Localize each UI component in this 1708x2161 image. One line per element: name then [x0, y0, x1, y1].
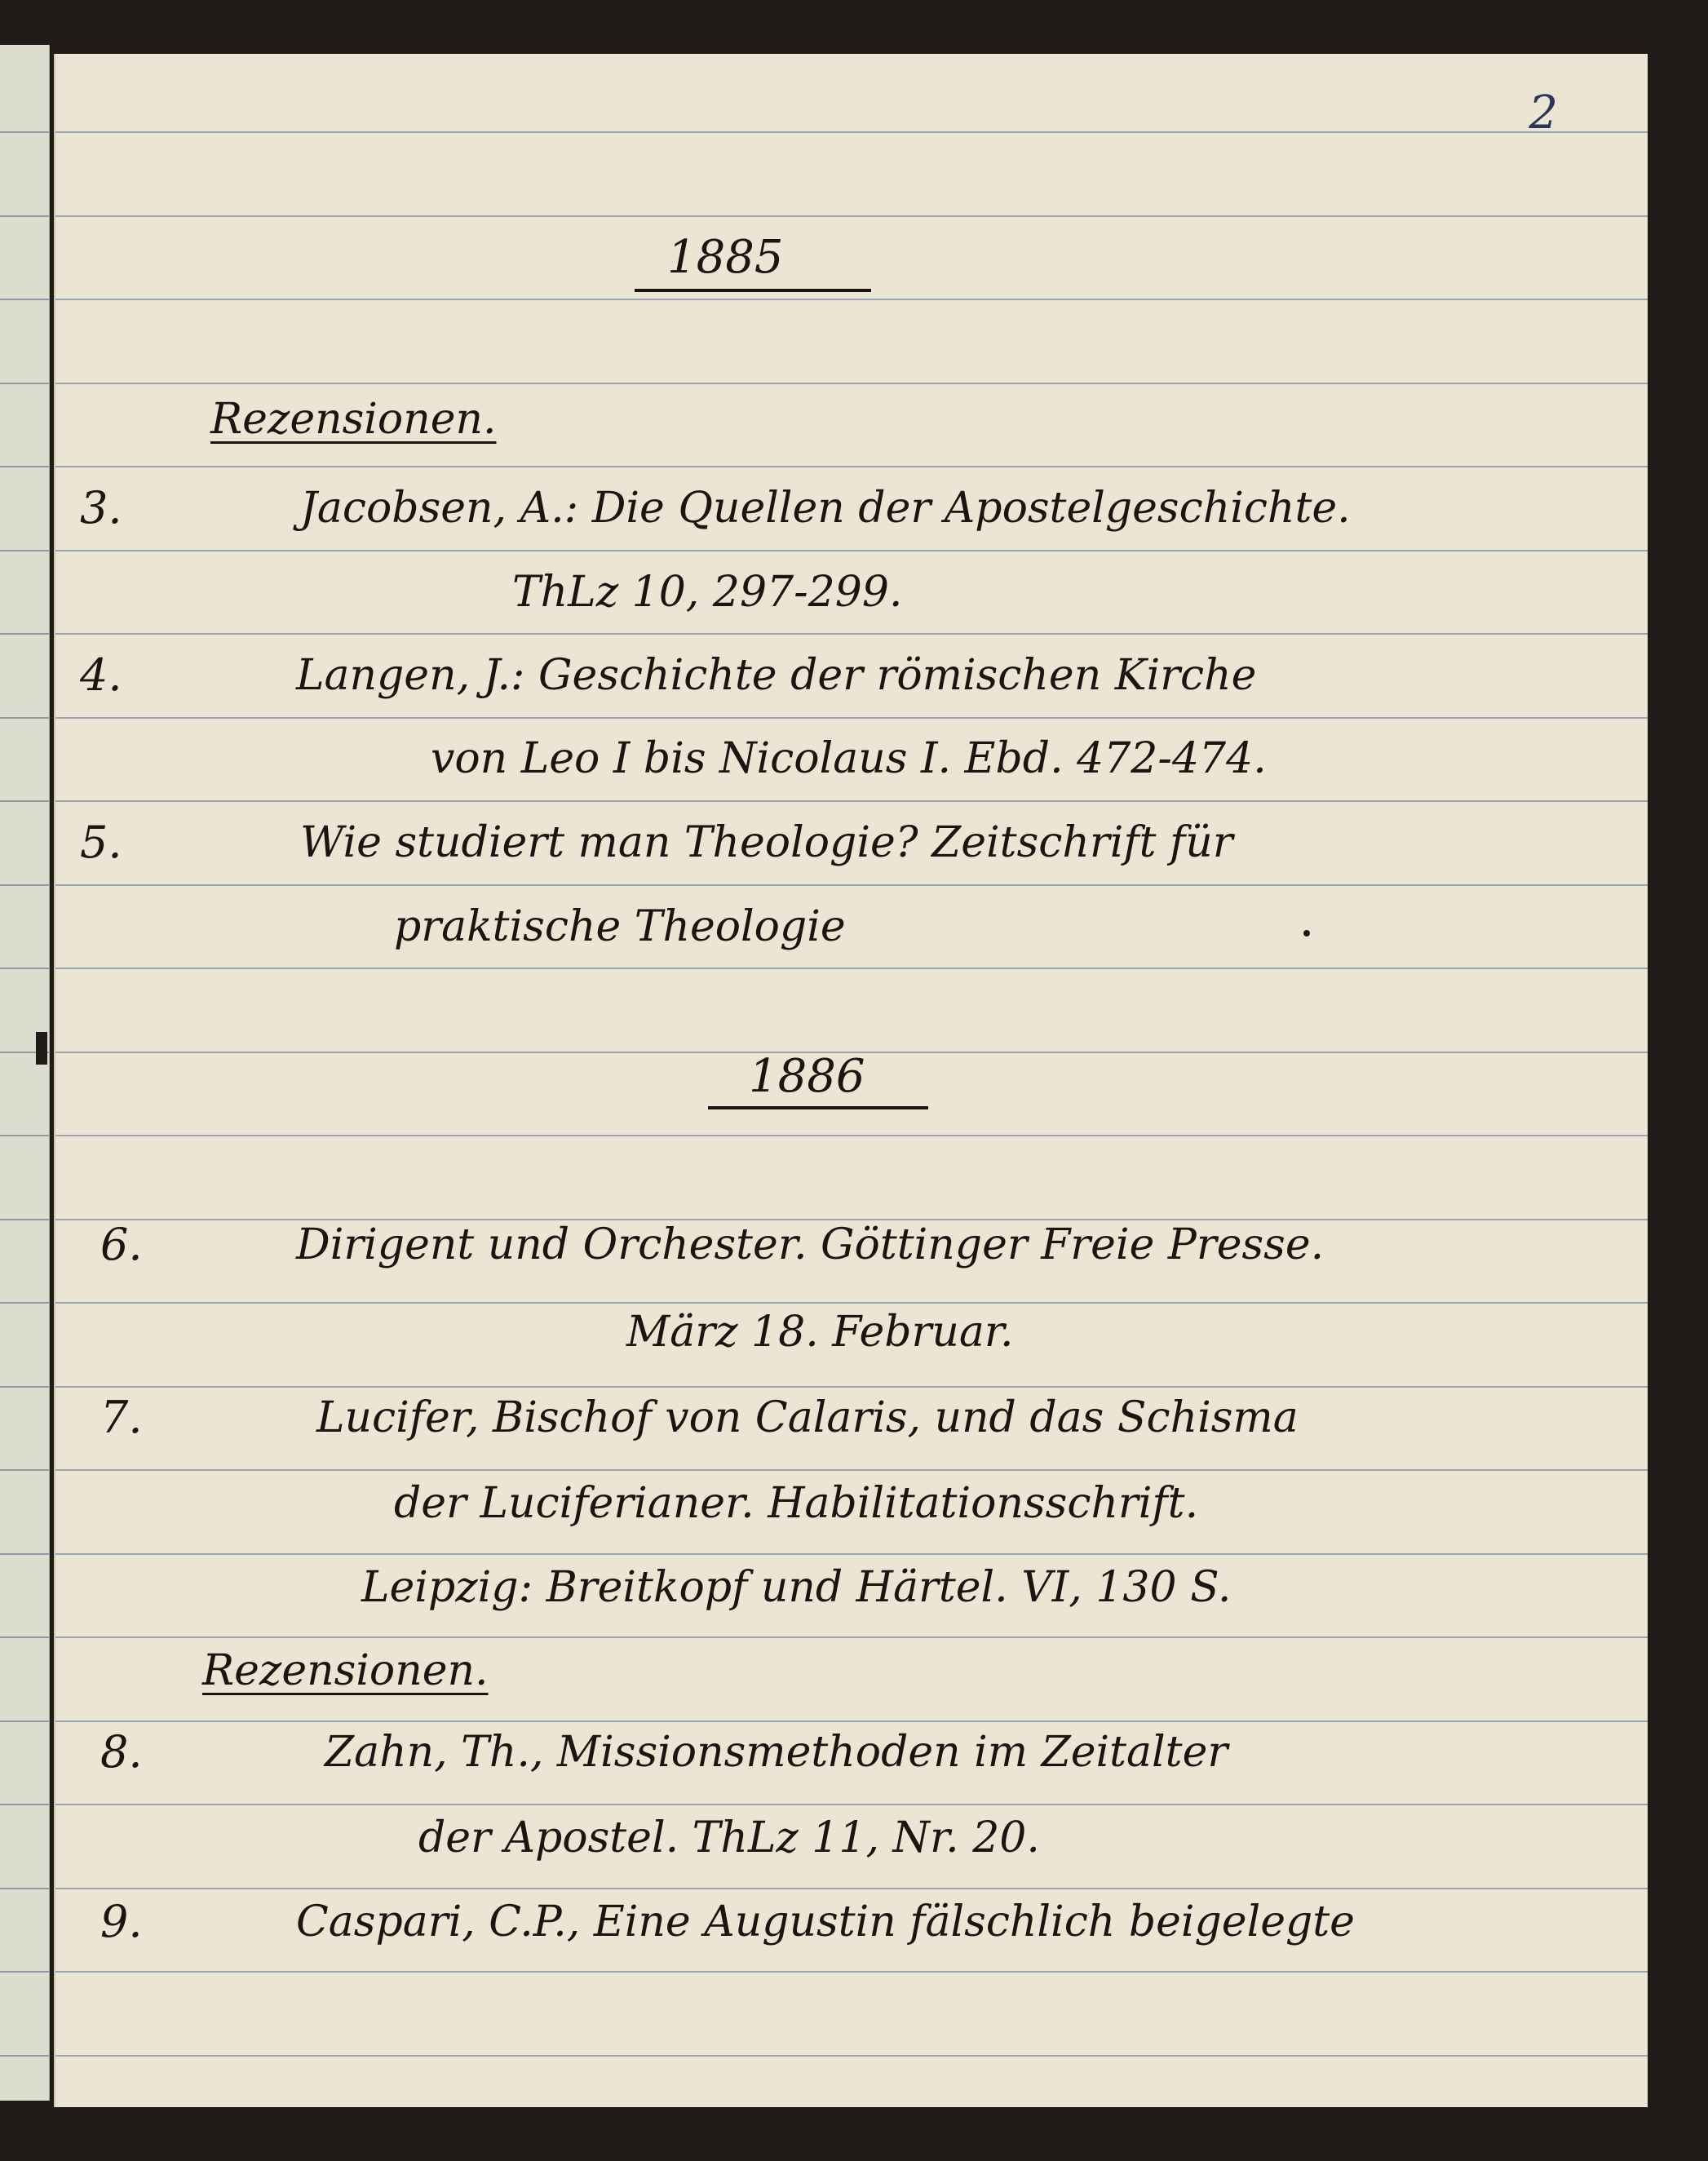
year-heading-underline [708, 1106, 928, 1109]
ruled-line [55, 1386, 1648, 1388]
entry-number: 3. [80, 482, 122, 534]
ink-dot [1303, 930, 1310, 937]
left-page-ruled-line [0, 968, 49, 969]
ruled-line [55, 1302, 1648, 1304]
left-page-ruled-line [0, 1302, 49, 1304]
ruled-line [55, 800, 1648, 802]
ruled-line [55, 1636, 1648, 1638]
entry-line: März 18. Februar. [626, 1308, 1014, 1357]
left-page-ruled-line [0, 2055, 49, 2057]
left-page-ruled-line [0, 1888, 49, 1889]
ruled-line [55, 215, 1648, 217]
section-intro: Rezensionen. [202, 1646, 489, 1695]
notebook-page [54, 54, 1648, 2107]
entry-line: der Apostel. ThLz 11, Nr. 20. [418, 1813, 1040, 1862]
left-page-ruled-line [0, 1971, 49, 1973]
left-page-ruled-line [0, 884, 49, 886]
entry-line: Zahn, Th., Missionsmethoden im Zeitalter [325, 1728, 1228, 1777]
left-page-ruled-line [0, 215, 49, 217]
ruled-line [55, 1553, 1648, 1555]
year-heading-underline [635, 289, 871, 292]
ruled-line [55, 131, 1648, 133]
entry-line: von Leo I bis Nicolaus I. Ebd. 472-474. [431, 734, 1267, 783]
left-page-ruled-line [0, 800, 49, 802]
entry-line: praktische Theologie [394, 902, 846, 951]
ruled-line [55, 1720, 1648, 1722]
ruled-line [55, 1135, 1648, 1136]
entry-number: 7. [100, 1392, 143, 1443]
left-page-ruled-line [0, 1386, 49, 1388]
entry-line: Leipzig: Breitkopf und Härtel. VI, 130 S. [361, 1563, 1232, 1612]
entry-number: 4. [80, 649, 122, 701]
ruled-line [55, 884, 1648, 886]
year-heading-1886: 1886 [749, 1050, 865, 1103]
ruled-line [55, 383, 1648, 384]
entry-line: der Luciferianer. Habilitationsschrift. [394, 1479, 1199, 1528]
entry-line: Wie studiert man Theologie? Zeitschrift für [300, 818, 1233, 867]
left-page-ruled-line [0, 1135, 49, 1136]
section-intro: Rezensionen. [210, 395, 497, 444]
ruled-line [55, 466, 1648, 467]
entry-line: Lucifer, Bischof von Calaris, und das Schisma [316, 1393, 1299, 1442]
ruled-line [55, 1804, 1648, 1805]
ruled-line [55, 2055, 1648, 2057]
entry-line: Jacobsen, A.: Die Quellen der Apostelgeschichte. [300, 484, 1351, 533]
left-page-ruled-line [0, 299, 49, 300]
left-page-ruled-line [0, 717, 49, 719]
left-page-ruled-line [0, 466, 49, 467]
left-page-ruled-line [0, 550, 49, 551]
entry-line: Langen, J.: Geschichte der römischen Kirche [296, 651, 1257, 700]
ruled-line [55, 1469, 1648, 1471]
left-page-ruled-line [0, 131, 49, 133]
ruled-line [55, 717, 1648, 719]
left-page-ruled-line [0, 1636, 49, 1638]
left-page-ruled-line [0, 633, 49, 635]
ruled-line [55, 550, 1648, 551]
left-page-ruled-line [0, 1469, 49, 1471]
entry-number: 6. [100, 1219, 143, 1270]
left-page-ruled-line [0, 1219, 49, 1220]
binding-hole [36, 1032, 47, 1065]
ruled-line [55, 968, 1648, 969]
adjacent-left-page [0, 45, 50, 2101]
ruled-line [55, 633, 1648, 635]
left-page-ruled-line [0, 383, 49, 384]
ruled-line [55, 1888, 1648, 1889]
ruled-line [55, 1971, 1648, 1973]
entry-line: Caspari, C.P., Eine Augustin fälschlich beigelegte [296, 1898, 1355, 1946]
entry-number: 5. [80, 817, 122, 868]
ruled-line [55, 299, 1648, 300]
left-page-ruled-line [0, 1553, 49, 1555]
left-page-ruled-line [0, 1720, 49, 1722]
page-number: 2 [1529, 86, 1558, 139]
entry-number: 9. [100, 1896, 143, 1947]
entry-line: ThLz 10, 297-299. [512, 568, 903, 617]
year-heading-1885: 1885 [667, 231, 784, 284]
entry-line: Dirigent und Orchester. Göttinger Freie Presse. [296, 1220, 1325, 1269]
entry-number: 8. [100, 1726, 143, 1778]
left-page-ruled-line [0, 1804, 49, 1805]
